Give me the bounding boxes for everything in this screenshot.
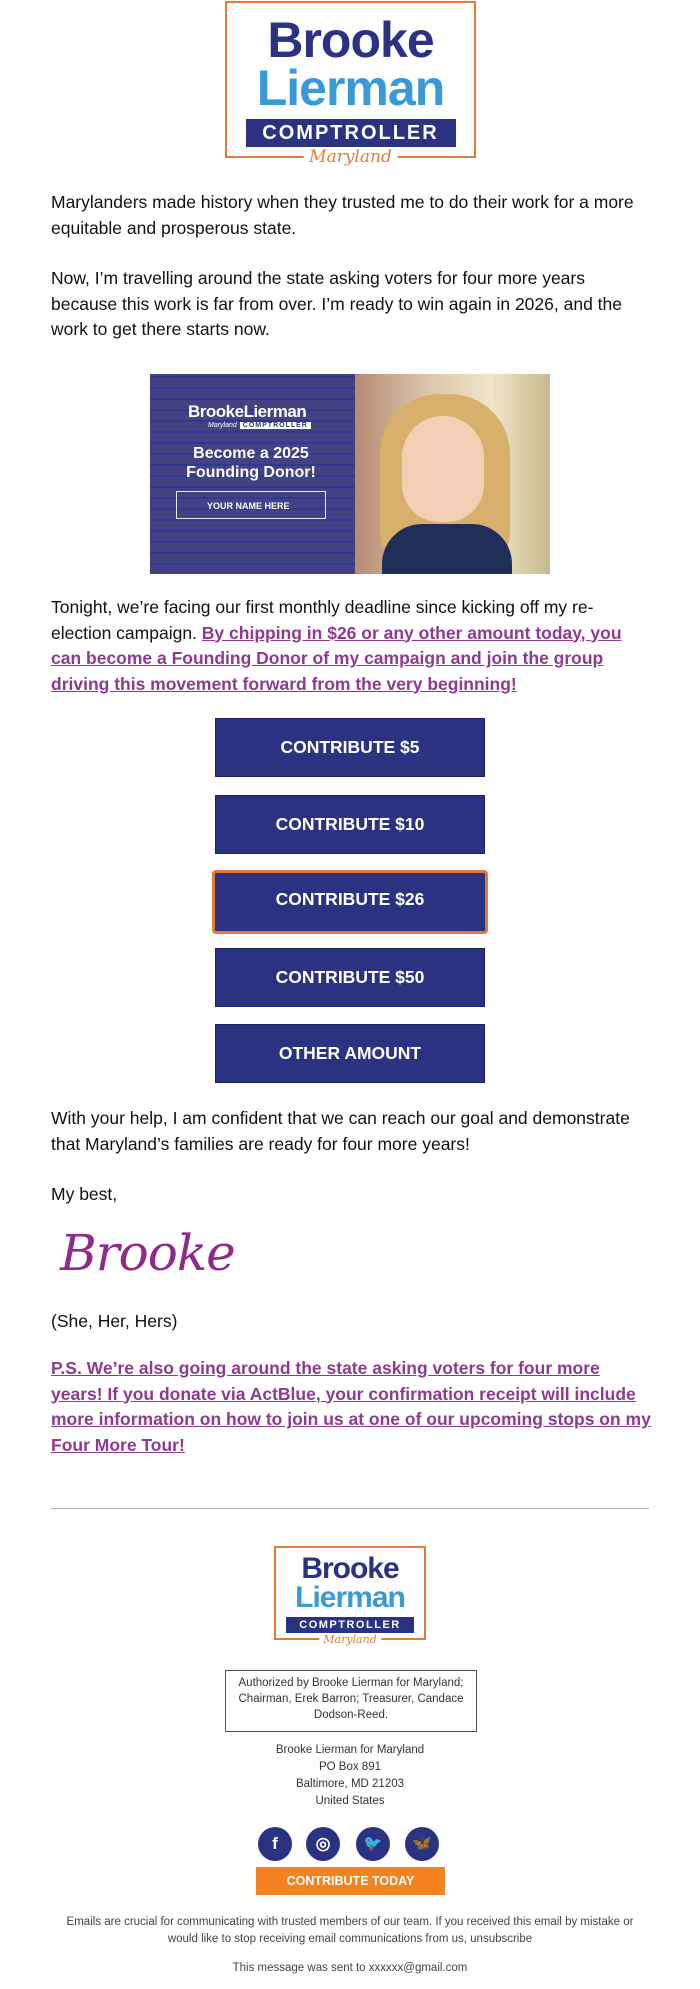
- portrait-face: [402, 416, 484, 522]
- postscript-link[interactable]: P.S. We’re also going around the state asking voters for four more years! If you donate via ActBlue, your confirmation receipt will include more information on how to join us at one of our upcoming stops on my Four More Tour!: [51, 1358, 651, 1455]
- footer-divider: [51, 1508, 649, 1509]
- banner-logo-comptroller: COMPTROLLER: [240, 422, 311, 429]
- body-paragraph-1: Marylanders made history when they trusted me to do their work for a more equitable and prosperous state.: [51, 192, 634, 238]
- logo-comptroller: COMPTROLLER: [246, 119, 456, 147]
- twitter-icon[interactable]: 🐦: [356, 1827, 390, 1861]
- instagram-icon[interactable]: ◎: [306, 1827, 340, 1861]
- logo-brooke: Brooke: [267, 12, 434, 68]
- sent-to-label: This message was sent to: [232, 1962, 366, 1974]
- footer-logo-lierman: Lierman: [295, 1581, 405, 1614]
- deadline-text: Tonight, we’re facing our first monthly deadline since kicking off my re-election campaign.: [51, 597, 594, 643]
- address-line: Baltimore, MD 21203: [295, 1778, 405, 1790]
- address-line: Brooke Lierman for Maryland: [275, 1744, 425, 1756]
- address-line: PO Box 891: [318, 1761, 381, 1773]
- other-amount-button[interactable]: OTHER AMOUNT: [215, 1024, 485, 1083]
- sent-to-line: [0, 1962, 700, 1974]
- footer-logo-maryland: Maryland: [319, 1633, 381, 1646]
- footer-logo-comptroller: COMPTROLLER: [286, 1617, 414, 1633]
- banner-logo-maryland: Maryland: [208, 422, 237, 429]
- portrait-shirt: [382, 524, 512, 574]
- banner-logo-text: BrookeLierman: [188, 402, 307, 421]
- footer-logo: [274, 1546, 426, 1646]
- bluesky-icon[interactable]: 🦋: [405, 1827, 439, 1861]
- mailing-address: [200, 1742, 500, 1810]
- founding-donor-link[interactable]: By chipping in $26 or any other amount today, you can become a Founding Donor of my campaign and join the group driving this movement forward from the very beginning!: [51, 622, 622, 694]
- contribute-5-button[interactable]: CONTRIBUTE $5: [215, 718, 485, 777]
- header-logo: [225, 1, 476, 167]
- sent-to-email: xxxxxx@gmail.com: [368, 1962, 468, 1974]
- logo-maryland: Maryland: [303, 147, 398, 167]
- body-paragraph-2: Now, I’m travelling around the state asking voters for four more years because this work is far from over. I’m ready to win again in 2026, and the work to get there starts now.: [51, 268, 622, 339]
- banner-logo-sub: [208, 422, 311, 429]
- postscript: [51, 1356, 651, 1458]
- unsubscribe-link[interactable]: Emails are crucial for communicating with trusted members of our team. If you received this email by mistake or would like to stop receiving email communications from us, unsubscribe: [66, 1916, 634, 1945]
- signature: Brooke: [60, 1224, 235, 1282]
- contribute-today-button[interactable]: CONTRIBUTE TODAY: [256, 1867, 445, 1895]
- logo-lierman: Lierman: [256, 60, 445, 116]
- banner-headline: Become a 2025 Founding Donor!: [186, 445, 316, 481]
- footer-logo-brooke: Brooke: [301, 1552, 399, 1585]
- authorization-notice: Authorized by Brooke Lierman for Maryland; Chairman, Erek Barron; Treasurer, Candace Dodson-Reed.: [225, 1670, 477, 1732]
- banner-name-field: YOUR NAME HERE: [176, 491, 326, 519]
- address-line: United States: [315, 1795, 385, 1807]
- founding-donor-banner[interactable]: [150, 374, 550, 574]
- contribute-26-button[interactable]: CONTRIBUTE $26: [212, 870, 488, 934]
- pronouns: (She, Her, Hers): [51, 1311, 178, 1331]
- contribute-10-button[interactable]: CONTRIBUTE $10: [215, 795, 485, 854]
- body-paragraph-3: [51, 595, 651, 697]
- closing-line: My best,: [51, 1184, 118, 1204]
- body-paragraph-4: With your help, I am confident that we can reach our goal and demonstrate that Maryland’s families are ready for four more years!: [51, 1108, 630, 1154]
- email-notice: [60, 1914, 640, 1948]
- facebook-icon[interactable]: f: [258, 1827, 292, 1861]
- contribute-50-button[interactable]: CONTRIBUTE $50: [215, 948, 485, 1007]
